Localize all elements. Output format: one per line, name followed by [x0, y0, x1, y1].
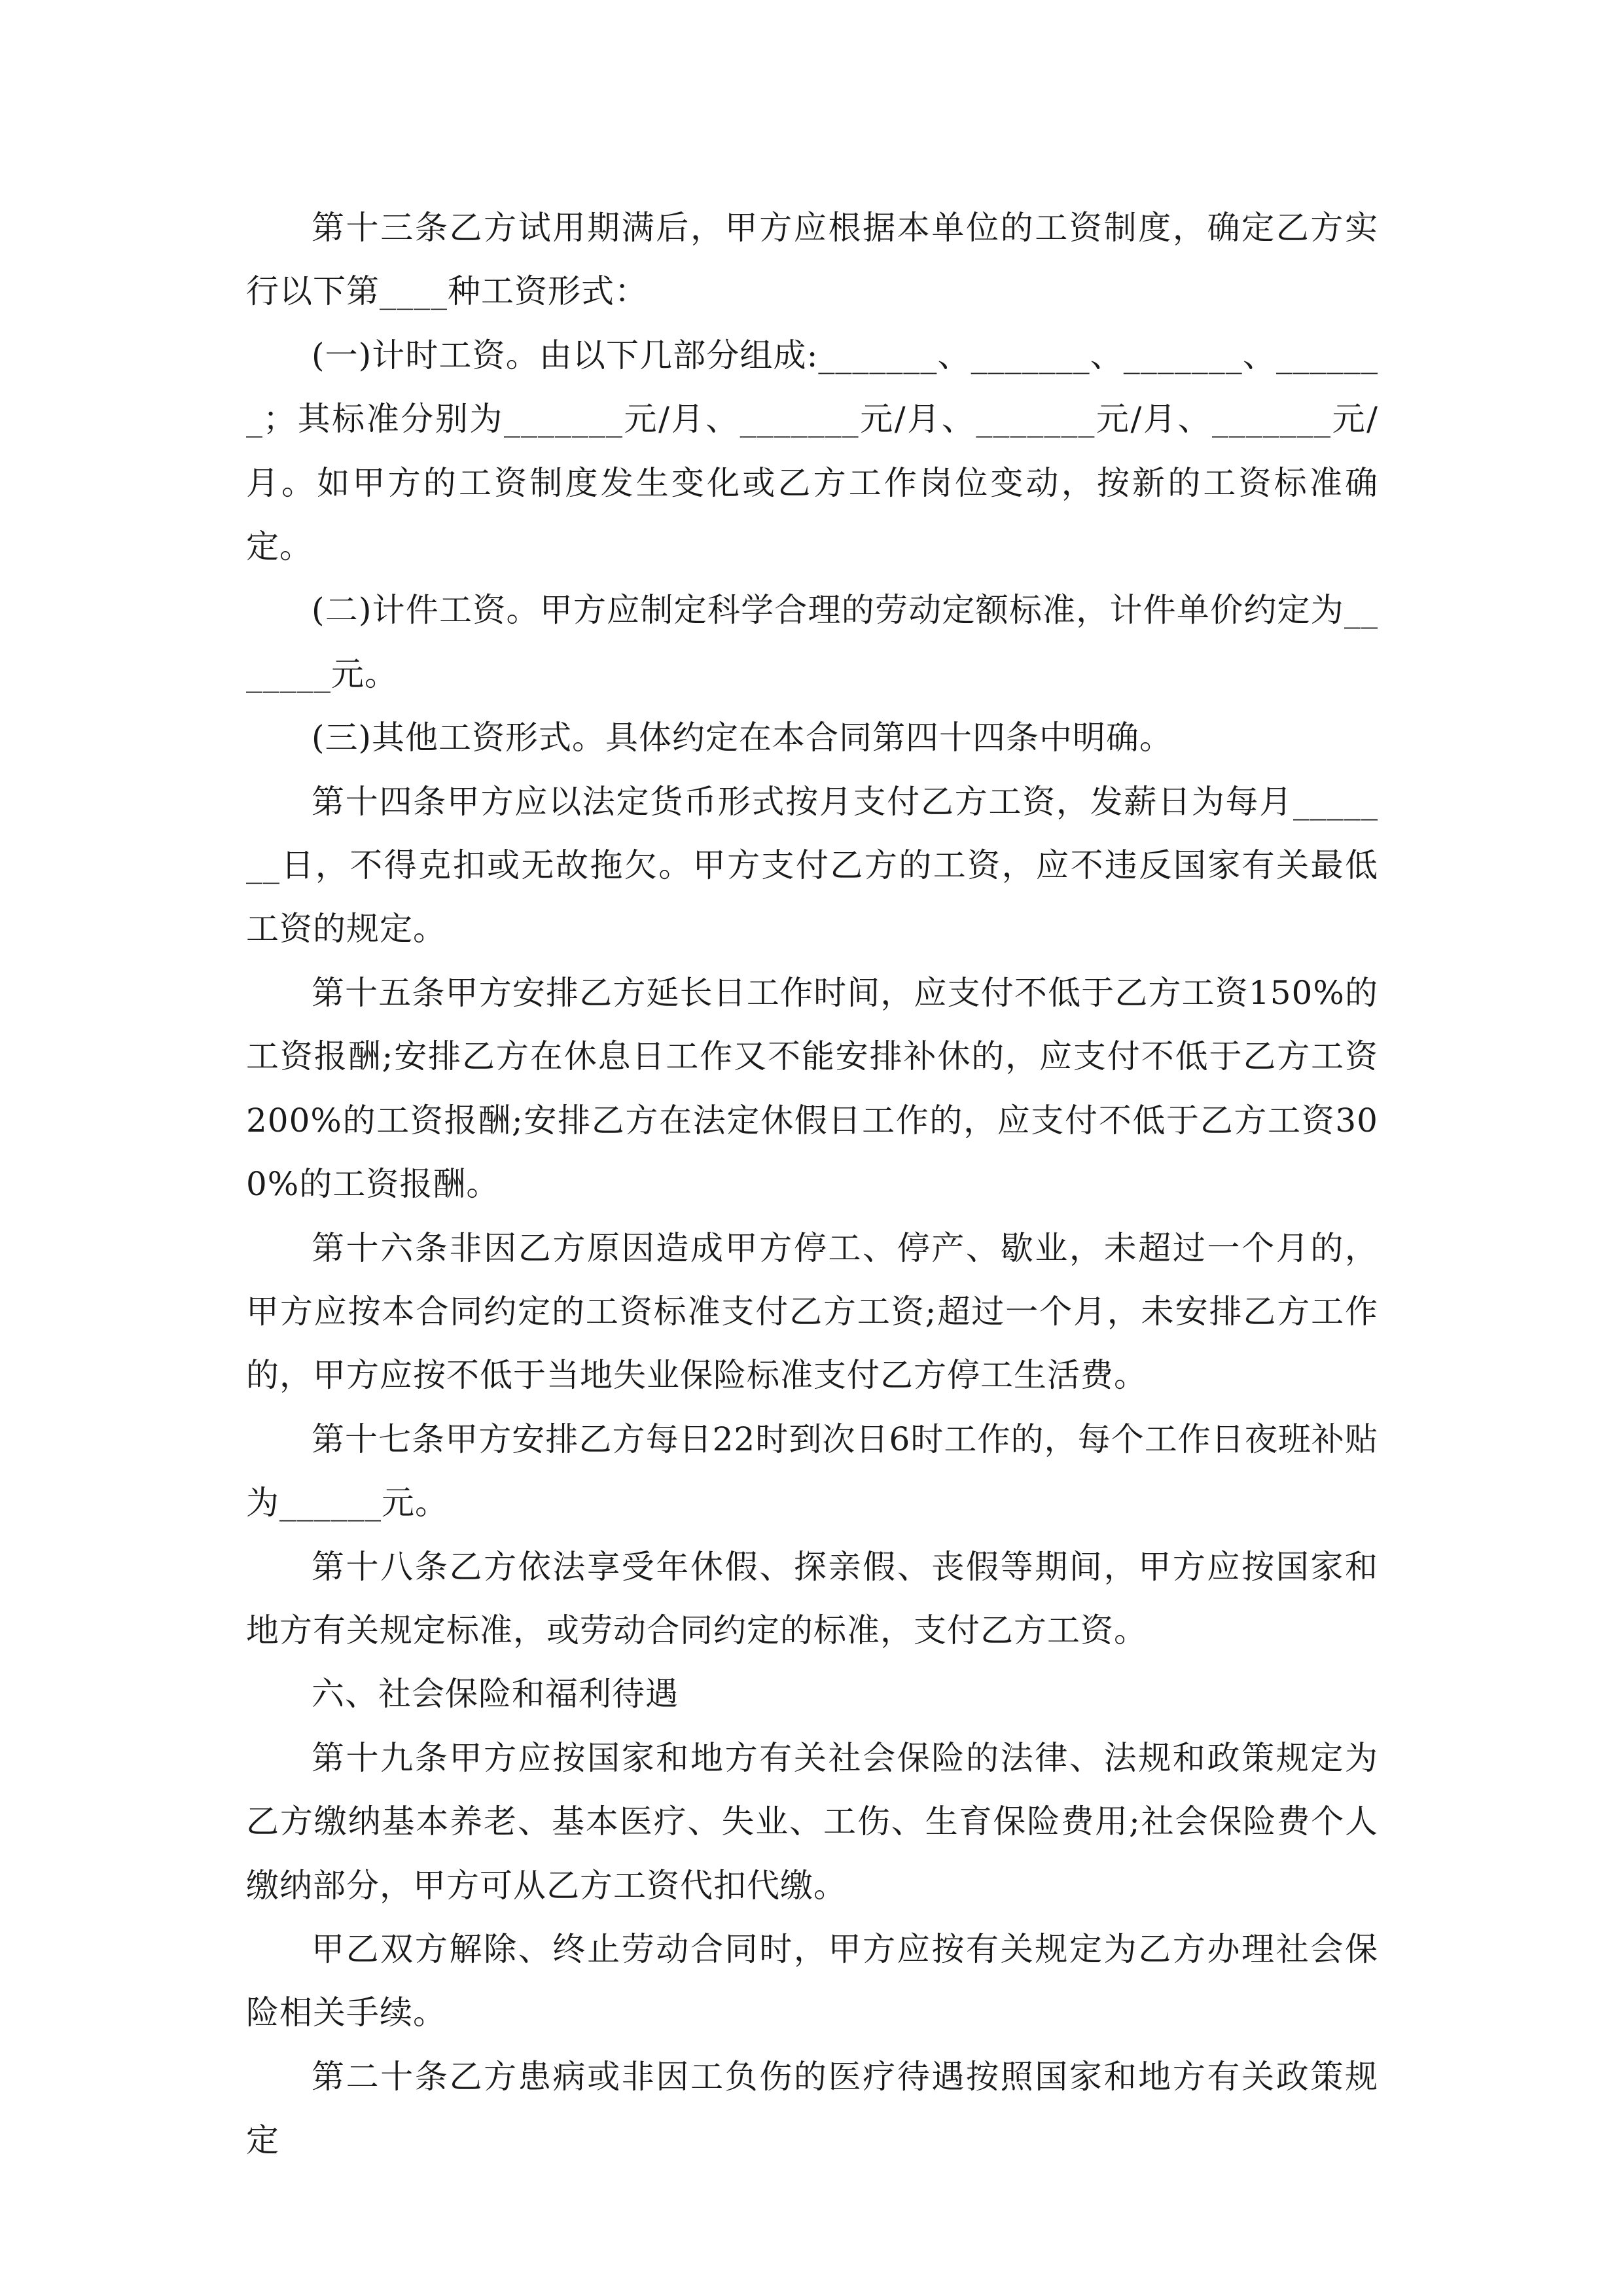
section-6-heading: 六、社会保险和福利待遇: [312, 1675, 679, 1713]
article-13-paragraph: 第十三条乙方试用期满后，甲方应根据本单位的工资制度，确定乙方实行以下第____种工资形式：: [246, 209, 1378, 311]
social-insurance-procedures-paragraph: 甲乙双方解除、终止劳动合同时，甲方应按有关规定为乙方办理社会保险相关手续。: [246, 1929, 1378, 2032]
article-16-paragraph: 第十六条非因乙方原因造成甲方停工、停产、歇业，未超过一个月的，甲方应按本合同约定的工资标准支付乙方工资;超过一个月，未安排乙方工作的，甲方应按不低于当地失业保险标准支付乙方停工生活费。: [246, 1229, 1378, 1395]
article-20-paragraph: 第二十条乙方患病或非因工负伤的医疗待遇按照国家和地方有关政策规定: [246, 2057, 1378, 2160]
article-19-paragraph: 第十九条甲方应按国家和地方有关社会保险的法律、法规和政策规定为乙方缴纳基本养老、基本医疗、失业、工伤、生育保险费用;社会保险费个人缴纳部分，甲方可从乙方工资代扣代缴。: [246, 1738, 1378, 1905]
article-15-paragraph: 第十五条甲方安排乙方延长日工作时间，应支付不低于乙方工资150%的工资报酬;安排乙方在休息日工作又不能安排补休的，应支付不低于乙方工资200%的工资报酬;安排乙方在法定休假日工作的，应支付不低于乙方工资300%的工资报酬。: [246, 973, 1378, 1204]
article-14-paragraph: 第十四条甲方应以法定货币形式按月支付乙方工资，发薪日为每月_______日，不得克扣或无故拖欠。甲方支付乙方的工资，应不违反国家有关最低工资的规定。: [246, 782, 1378, 948]
article-18-paragraph: 第十八条乙方依法享受年休假、探亲假、丧假等期间，甲方应按国家和地方有关规定标准，或劳动合同约定的标准，支付乙方工资。: [246, 1547, 1378, 1649]
piece-wage-paragraph: (二)计件工资。甲方应制定科学合理的劳动定额标准，计件单价约定为_______元。: [246, 591, 1378, 693]
hourly-wage-paragraph: (一)计时工资。由以下几部分组成:_______、_______、_______、_______；其标准分别为_______元/月、_______元/月、_______元/月、_______元/月。如甲方的工资制度发生变化或乙方工作岗位变动，按新的工资标准确定。: [246, 336, 1378, 566]
document-body: [246, 196, 1378, 2173]
article-17-paragraph: 第十七条甲方安排乙方每日22时到次日6时工作的，每个工作日夜班补贴为______元。: [246, 1420, 1378, 1522]
other-wage-paragraph: (三)其他工资形式。具体约定在本合同第四十四条中明确。: [312, 719, 1173, 757]
